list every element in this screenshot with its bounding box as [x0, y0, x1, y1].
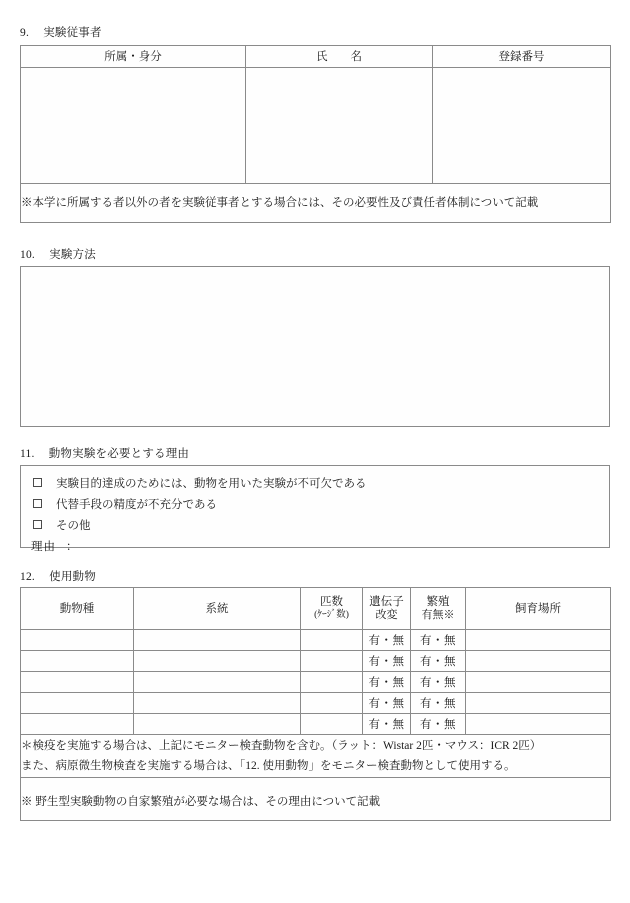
column-header-genetic-modification — [363, 588, 411, 630]
section-10-heading — [20, 248, 96, 262]
section-9-number: 9. — [20, 27, 30, 39]
section-11-title: 動物実験を必要とする理由 — [48, 448, 190, 460]
section-11-heading — [20, 447, 189, 461]
column-header-count — [301, 588, 363, 630]
section-12-title: 使用動物 — [49, 571, 96, 583]
table-row — [21, 68, 611, 184]
cell-species[interactable] — [21, 714, 134, 735]
reason-group — [20, 465, 610, 553]
cell-genetic-modification[interactable]: 有・無 — [363, 672, 411, 693]
workers-note: ※本学に所属する者以外の者を実験従事者とする場合には、その必要性及び責任者体制について記載 — [21, 184, 611, 223]
cell-strain[interactable] — [134, 630, 301, 651]
checkbox-row-other[interactable] — [21, 514, 609, 535]
cell-breeding[interactable]: 有・無 — [411, 651, 466, 672]
reason-colon: ： — [66, 540, 78, 553]
cell-facility[interactable] — [466, 630, 611, 651]
cell-genetic-modification[interactable]: 有・無 — [363, 651, 411, 672]
animals-footnote-row — [21, 735, 611, 778]
checkbox-label-alternative-insufficient: 代替手段の精度が不充分である — [56, 498, 217, 511]
workers-note-row — [21, 184, 611, 223]
checkbox-row-indispensable[interactable] — [21, 472, 609, 493]
cell-facility[interactable] — [466, 693, 611, 714]
cell-species[interactable] — [21, 651, 134, 672]
checkbox-alternative-insufficient-icon[interactable] — [33, 499, 42, 508]
section-9-heading — [20, 26, 102, 40]
cell-facility[interactable] — [466, 714, 611, 735]
column-header-registration-number: 登録番号 — [433, 46, 611, 68]
column-header-strain: 系統 — [134, 588, 301, 630]
column-header-count-sub: (ｹｰｼﾞ数) — [314, 609, 349, 620]
checkbox-label-indispensable: 実験目的達成のためには、動物を用いた実験が不可欠である — [56, 477, 367, 490]
section-12-number: 12. — [20, 571, 35, 583]
cell-genetic-modification[interactable]: 有・無 — [363, 714, 411, 735]
cell-species[interactable] — [21, 693, 134, 714]
section-12-heading — [20, 570, 96, 584]
column-header-count-main: 匹数 — [320, 595, 343, 608]
cell-genetic-modification[interactable]: 有・無 — [363, 693, 411, 714]
column-header-genetic-main: 遺伝子 — [369, 595, 404, 608]
cell-breeding[interactable]: 有・無 — [411, 630, 466, 651]
column-header-breeding-main: 繁殖 — [426, 595, 450, 608]
cell-strain[interactable] — [134, 672, 301, 693]
animals-footnote-block — [21, 735, 611, 778]
cell-count[interactable] — [301, 693, 363, 714]
table-row — [21, 651, 611, 672]
table-row — [21, 630, 611, 651]
column-header-breeding-sub: 有無※ — [421, 608, 455, 621]
cell-species[interactable] — [21, 672, 134, 693]
reason-label: 理由 — [31, 540, 56, 553]
column-header-species: 動物種 — [21, 588, 134, 630]
cell-count[interactable] — [301, 672, 363, 693]
cell-breeding[interactable]: 有・無 — [411, 672, 466, 693]
column-header-breeding — [411, 588, 466, 630]
cell-genetic-modification[interactable]: 有・無 — [363, 630, 411, 651]
table-row — [21, 693, 611, 714]
breeding-note: ※ 野生型実験動物の自家繁殖が必要な場合は、その理由について記載 — [21, 778, 611, 821]
checkbox-indispensable-icon[interactable] — [33, 478, 42, 487]
cell-strain[interactable] — [134, 714, 301, 735]
column-header-genetic-sub: 改変 — [375, 608, 398, 621]
cell-breeding[interactable]: 有・無 — [411, 714, 466, 735]
checkbox-label-other: その他 — [56, 519, 91, 532]
checkbox-row-alternative-insufficient[interactable] — [21, 493, 609, 514]
column-header-facility: 飼育場所 — [466, 588, 611, 630]
section-11-number: 11. — [20, 448, 35, 460]
cell-count[interactable] — [301, 630, 363, 651]
workers-table — [20, 45, 611, 223]
cell-breeding[interactable]: 有・無 — [411, 693, 466, 714]
breeding-note-row — [21, 778, 611, 821]
experiment-method-textarea[interactable] — [20, 266, 610, 427]
cell-registration-number[interactable] — [433, 68, 611, 184]
cell-strain[interactable] — [134, 651, 301, 672]
section-10-number: 10. — [20, 249, 35, 261]
reason-input-row[interactable] — [21, 535, 609, 556]
cell-species[interactable] — [21, 630, 134, 651]
animals-footnote-line-1: ＊検疫を実施する場合は、上記にモニター検査動物を含む。（ラット：Wistar 2匹・マウス：ICR 2匹） — [21, 740, 542, 752]
table-header-row — [21, 588, 611, 630]
table-row — [21, 714, 611, 735]
cell-count[interactable] — [301, 714, 363, 735]
checkbox-other-icon[interactable] — [33, 520, 42, 529]
cell-name[interactable] — [246, 68, 433, 184]
cell-facility[interactable] — [466, 651, 611, 672]
animals-footnote-line-2: また、病原微生物検査を実施する場合は、「12. 使用動物」をモニター検査動物として使用する。 — [21, 760, 516, 772]
table-header-row — [21, 46, 611, 68]
table-row — [21, 672, 611, 693]
section-10-title: 実験方法 — [49, 249, 96, 261]
cell-count[interactable] — [301, 651, 363, 672]
animals-table — [20, 587, 611, 821]
column-header-affiliation: 所属・身分 — [21, 46, 246, 68]
cell-facility[interactable] — [466, 672, 611, 693]
cell-affiliation[interactable] — [21, 68, 246, 184]
cell-strain[interactable] — [134, 693, 301, 714]
column-header-name: 氏 名 — [246, 46, 433, 68]
section-9-title: 実験従事者 — [43, 27, 102, 39]
